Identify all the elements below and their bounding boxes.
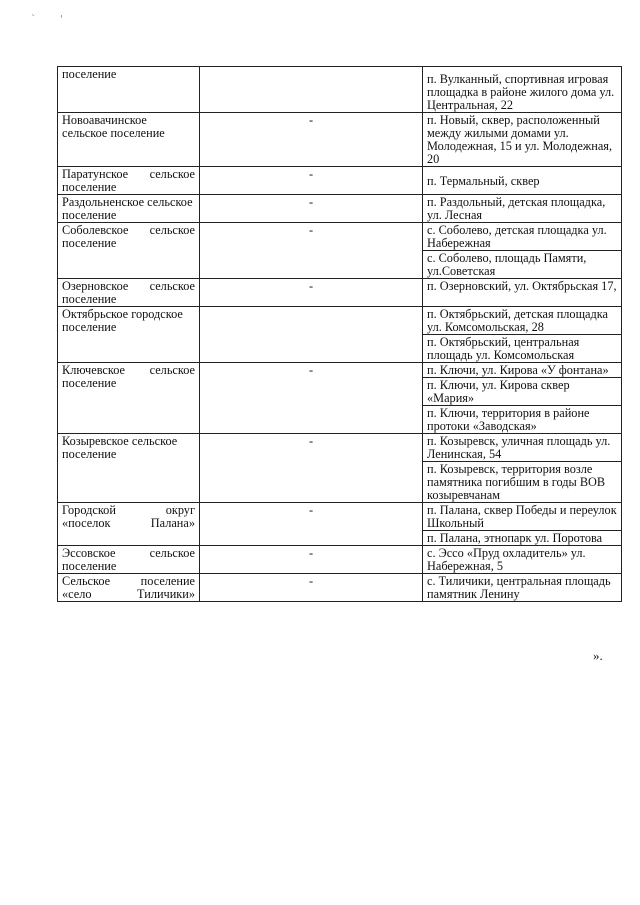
table-row	[58, 113, 622, 167]
table-row	[58, 67, 622, 113]
value-cell: -	[200, 113, 423, 167]
table-row	[58, 434, 622, 462]
settlement-cell: Раздольненское сельское поселение	[58, 195, 200, 223]
value-cell: -	[200, 574, 423, 602]
table-row	[58, 363, 622, 378]
table-row	[58, 279, 622, 307]
place-cell: п. Палана, сквер Победы и переулок Школьный	[423, 503, 622, 531]
table-row	[58, 574, 622, 602]
value-cell	[200, 67, 423, 113]
place-cell: п. Палана, этнопарк ул. Поротова	[423, 531, 622, 546]
table-row	[58, 223, 622, 251]
place-cell: с. Тиличики, центральная площадь памятник Ленину	[423, 574, 622, 602]
place-cell: п. Козыревск, уличная площадь ул. Ленинская, 54	[423, 434, 622, 462]
closing-quote-mark: ».	[593, 648, 603, 663]
settlements-table	[57, 66, 622, 602]
settlement-cell: Ключевское сельское поселение	[58, 363, 200, 434]
table-row	[58, 546, 622, 574]
settlement-cell: Новоавачинское сельское поселение	[58, 113, 200, 167]
place-cell: п. Ключи, ул. Кирова сквер «Мария»	[423, 378, 622, 406]
value-cell: -	[200, 167, 423, 195]
place-cell: с. Эссо «Пруд охладитель» ул. Набережная, 5	[423, 546, 622, 574]
settlement-cell: Городской округ «поселок Палана»	[58, 503, 200, 546]
settlement-cell: Сельское поселение «село Тиличики»	[58, 574, 200, 602]
settlement-cell: Октябрьское городское поселение	[58, 307, 200, 363]
value-cell: -	[200, 434, 423, 503]
table-row	[58, 307, 622, 335]
scan-mark: '	[60, 14, 63, 25]
place-cell: с. Соболево, детская площадка ул. Набережная	[423, 223, 622, 251]
value-cell: -	[200, 279, 423, 307]
place-cell: п. Новый, сквер, расположенный между жилыми домами ул. Молодежная, 15 и ул. Молодежная, 20	[423, 113, 622, 167]
settlement-cell: Соболевское сельское поселение	[58, 223, 200, 279]
table-row	[58, 503, 622, 531]
value-cell: -	[200, 223, 423, 279]
place-cell: п. Ключи, территория в районе протоки «Заводская»	[423, 406, 622, 434]
value-cell: -	[200, 546, 423, 574]
value-cell: -	[200, 503, 423, 546]
settlement-cell: Козыревское сельское поселение	[58, 434, 200, 503]
value-cell: -	[200, 195, 423, 223]
place-cell: п. Ключи, ул. Кирова «У фонтана»	[423, 363, 622, 378]
table-row	[58, 195, 622, 223]
value-cell	[200, 307, 423, 363]
table-row	[58, 167, 622, 195]
place-cell: п. Термальный, сквер	[423, 167, 622, 195]
place-cell: п. Раздольный, детская площадка, ул. Лесная	[423, 195, 622, 223]
settlement-cell: поселение	[58, 67, 200, 113]
value-cell: -	[200, 363, 423, 434]
place-cell: п. Козыревск, территория возле памятника погибшим в годы ВОВ козыревчанам	[423, 462, 622, 503]
place-cell: п. Октябрьский, центральная площадь ул. Комсомольская	[423, 335, 622, 363]
place-cell: п. Озерновский, ул. Октябрьская 17,	[423, 279, 622, 307]
settlement-cell: Эссовское сельское поселение	[58, 546, 200, 574]
table-body	[58, 67, 622, 602]
place-cell: п. Октябрьский, детская площадка ул. Комсомольская, 28	[423, 307, 622, 335]
place-cell: с. Соболево, площадь Памяти, ул.Советская	[423, 251, 622, 279]
scan-mark: `	[31, 14, 36, 25]
settlement-cell: Озерновское сельское поселение	[58, 279, 200, 307]
place-cell: п. Вулканный, спортивная игровая площадка в районе жилого дома ул. Центральная, 22	[423, 67, 622, 113]
settlement-cell: Паратунское сельское поселение	[58, 167, 200, 195]
